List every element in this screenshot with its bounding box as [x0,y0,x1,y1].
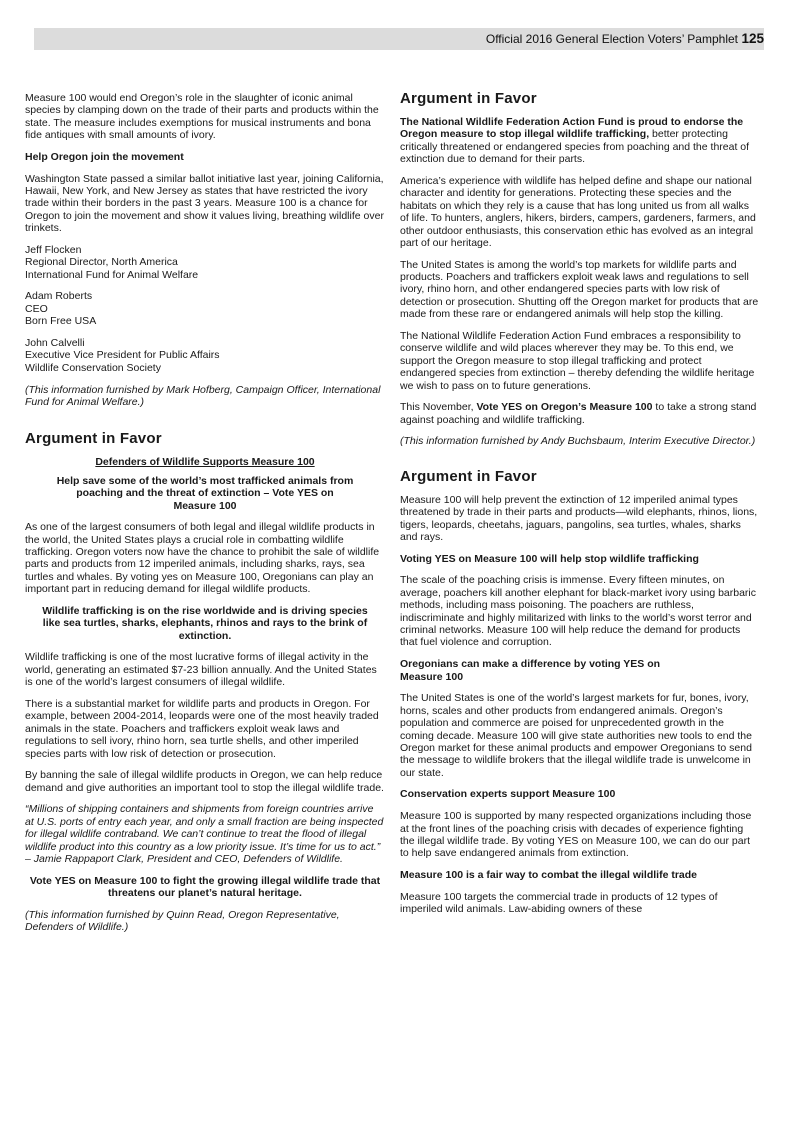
intro-paragraph: Measure 100 would end Oregon’s role in the slaughter of iconic animal species by clamping down on the trade of their parts and products within the state. The measure includes exemptions for musical instruments and bona fide antiques with small amounts of ivory. [25,92,379,142]
signer-name: Jeff Flocken [25,243,82,256]
vote-callout: Vote YES on Measure 100 to fight the growing illegal wildlife trade that threatens our planet’s natural heritage. [29,874,381,900]
defenders-title: Defenders of Wildlife Supports Measure 100 [95,456,315,469]
subhead-experts: Conservation experts support Measure 100 [400,788,616,801]
quote-text: “Millions of shipping containers and shipments from foreign countries arrive at U.S. ports of entry each year, and only a small fraction are being inspected for illegal wildlife contraband. We can’t continue to treat the flood of illegal wildlife product into this country as a low priority issue. It’s time for us to act.” [25,803,384,853]
scale-paragraph: The scale of the poaching crisis is immense. Every fifteen minutes, on average, poachers kill another elephant for black-market ivory using barbaric methods, including mass poisoning. The poachers are ruthless, indiscriminate and highly militarized with links to the world’s worst terror and criminal networks. Measure 100 will help reduce the demand for products that fuel violence and corruption. [400,574,757,649]
rise-callout: Wildlife trafficking is on the rise worldwide and is driving species like sea turtles, sharks, elephants, rhinos and rays to the brink of extinction. [42,604,368,642]
november-paragraph [400,401,760,426]
defenders-lead: Help save some of the world’s most trafficked animals from poaching and the threat of extinction – Vote YES on Measure 100 [56,474,354,512]
argument-heading: Argument in Favor [400,90,537,107]
furnished-by-note: (This information furnished by Mark Hofberg, Campaign Officer, International Fund for Animal Welfare.) [25,383,381,408]
supported-paragraph: Measure 100 is supported by many respected organizations including those at the front lines of the poaching crisis with decades of experience fighting the illegal wildlife trade. By voting YES on Measure 100, we can do our part to help save endangered animals from extinction. [400,810,752,860]
pamphlet-title: Official 2016 General Election Voters’ Pamphlet [485,32,738,46]
signer-block [25,244,385,281]
left-column [25,92,385,943]
signer-name: John Calvelli [25,336,85,349]
quote-attribution: – Jamie Rappaport Clark, President and CEO, Defenders of Wildlife. [25,853,343,866]
movement-paragraph: Washington State passed a similar ballot initiative last year, joining California, Hawaii, New York, and New Jersey as states that have restricted the ivory trade within their borders in the past 3 years. Measure 100 is a chance for Oregon to join the movement and show it values living, breathing wildlife over trinkets. [25,172,384,235]
targets-paragraph: Measure 100 targets the commercial trade in products of 12 types of imperiled wild animals. Law-abiding owners of these [400,890,718,916]
signer-org: Born Free USA [25,315,97,328]
signer-org: Wildlife Conservation Society [25,361,161,374]
furnished-by-note: (This information furnished by Quinn Read, Oregon Representative, Defenders of Wildlife.) [25,908,340,934]
banning-paragraph: By banning the sale of illegal wildlife products in Oregon, we can help reduce demand and give authorities an important tool to stop the illegal wildlife trade. [25,769,384,794]
nwf-lead-rest: better protecting critically threatened or endangered species from poaching and the threat of extinction due to demand for their parts. [400,128,750,166]
november-pre: This November, [400,401,477,414]
signer-title: Regional Director, North America [25,256,178,269]
consumers-paragraph: As one of the largest consumers of both legal and illegal wildlife products in the world, the United States plays a crucial role in combatting wildlife trafficking. Oregon voters now have the chance to prohibit the sale of wildlife parts and products from 12 imperiled animals, including sharks, rays, sea turtles and whales. By voting yes on Measure 100, Oregonians can play an important part in reducing demand for illegal wildlife products. [25,521,380,596]
nwf-lead-bold: The National Wildlife Federation Action Fund is proud to endorse the Oregon measure to stop illegal wildlife trafficking, [400,116,744,141]
signer-org: International Fund for Animal Welfare [25,268,199,281]
experience-paragraph: America’s experience with wildlife has helped define and shape our national character and identity for generations. Protecting these species and the habitats on which they rely is a cause that has long united us from all walks of life. To hunters, anglers, hikers, birders, campers, gardeners, farmers, and other outdoor enthusiasts, this conservation ethic has evolved as an integral part of our heritage. [400,174,756,249]
right-column [400,90,760,925]
lucrative-paragraph: Wildlife trafficking is one of the most lucrative forms of illegal activity in the world, generating an estimated $7-23 billion annually. And the United States is one of the world’s largest consumers of illegal wildlife. [25,651,377,689]
nwf-lead-paragraph [400,116,760,166]
signer-title: CEO [25,302,48,315]
market-paragraph: There is a substantial market for wildlife parts and products in Oregon. For example, between 2004-2014, leopards were one of the most heavily traded animals in the state. Poachers and traffickers exploit weak laws and regulations to sell ivory, rhino horn, sea turtle shells, and other imperiled species parts with low risk of detection or prosecution. [25,698,379,760]
signer-block [25,337,385,374]
november-post: to take a strong stand against poaching and wildlife trafficking. [400,401,757,426]
embraces-paragraph: The National Wildlife Federation Action Fund embraces a responsibility to conserve wildlife and wild places wherever they may be. To this end, we support the Oregon measure to stop illegal trafficking and protect endangered species from extinction – thereby defending the wildlife heritage we wish to pass on to future generations. [400,329,755,392]
november-bold: Vote YES on Oregon’s Measure 100 [476,401,653,414]
signer-block [25,290,385,327]
furnished-by-note: (This information furnished by Andy Buchsbaum, Interim Executive Director.) [400,435,756,448]
subhead-difference: Oregonians can make a difference by voting YES on Measure 100 [400,658,661,683]
prevent-paragraph: Measure 100 will help prevent the extinction of 12 imperiled animal types threatened by trade in their parts and products—wild elephants, rhinos, lions, tigers, leopards, cheetahs, jaguars, pangolins, sea turtles, whales, sharks and rays. [400,493,758,544]
subhead-stop: Voting YES on Measure 100 will help stop wildlife trafficking [400,552,699,565]
subhead-movement: Help Oregon join the movement [25,150,184,163]
largest-paragraph: The United States is one of the world’s largest markets for fur, bones, ivory, horns, scales and other products from endangered animals. Oregon’s population and commerce are poised for unprecedented growth in the coming decade. Measure 100 will give state authorities new tools to end the Oregon market for these animal products and empower Oregonians to send the message to wildlife brokers that the illegal wildlife trade is unwelcome in our state. [400,692,752,779]
subhead-fair: Measure 100 is a fair way to combat the illegal wildlife trade [400,869,698,882]
signer-title: Executive Vice President for Public Affairs [25,349,220,362]
signer-name: Adam Roberts [25,290,93,303]
page-number: 125 [741,31,764,46]
argument-heading: Argument in Favor [400,467,537,485]
markets-paragraph: The United States is among the world’s top markets for wildlife parts and products. Poachers and traffickers exploit weak laws and regulations to sell ivory, rhino horn, and other endangered species parts with low risk of detection or prosecution. Shutting off the Oregon market for products that are made from these rare or endangered animals will help stop the killing. [400,258,759,321]
argument-heading: Argument in Favor [25,430,162,448]
